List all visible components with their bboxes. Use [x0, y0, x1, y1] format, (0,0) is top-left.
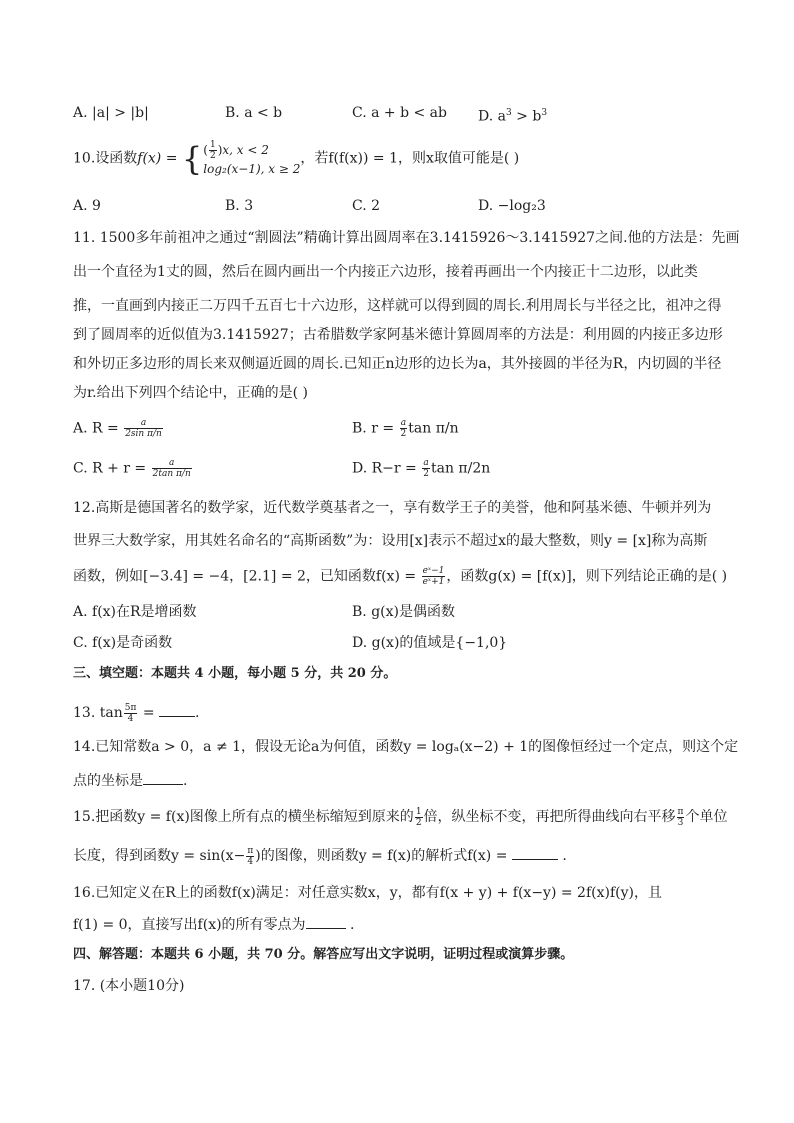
q11-line-5: 和外切正多边形的周长来双侧逼近圆的周长.已知正n边形的边长为a，其外接圆的半径为R，内切圆的半径: [73, 356, 722, 372]
section-3-heading: 三、填空题：本题共 4 小题，每小题 5 分，共 20 分。: [73, 666, 397, 681]
q12-line-3: 函数，例如[−3.4] = −4，[2.1] = 2，已知函数f(x) = $\frac{\text{eˣ−1}}{\text{eˣ+1}}$ ，函数g(x) = [f(x)]，则下列结论正确的是( ): [73, 566, 728, 587]
q12-option-b: B. g(x)是偶函数: [352, 604, 455, 620]
q11-line-2: 出一个直径为1丈的圆，然后在圆内画出一个内接正六边形，接着再画出一个内接正十二边形，以此类: [73, 264, 698, 280]
q10-option-d: D. −log₂3: [478, 198, 546, 214]
q10-option-a: A. 9: [73, 198, 101, 214]
q12-option-d: D. g(x)的值域是{−1,0}: [352, 635, 508, 651]
q13: 13. tan $\frac{5\pi}{4}$ = .: [73, 702, 200, 724]
section-4-heading: 四、解答题：本题共 6 小题，共 70 分。解答应写出文字说明，证明过程或演算步骤。: [73, 947, 574, 962]
q13-answer-blank[interactable]: [159, 702, 195, 717]
q9-d-exp1: 3: [505, 108, 512, 118]
q15-line-1: 15.把函数y = f(x)图像上所有点的横坐标缩短到原来的 $\frac{1}{2}$ 倍，纵坐标不变，再把所得曲线向右平移 $\frac{\pi}{3}$ 个单位: [73, 806, 728, 828]
q17-heading: 17. (本小题10分): [73, 978, 185, 994]
q9-d-exp2: 3: [541, 108, 548, 118]
q9-option-d: [478, 103, 547, 127]
q12-line-2: 世界三大数学家，用其姓名命名的“高斯函数”为：设用[x]表示不超过x的最大整数，则y = [x]称为高斯: [73, 533, 708, 549]
q12-line-1: 12.高斯是德国著名的数学家，近代数学奠基者之一，享有数学王子的美誉，他和阿基米德、牛顿并列为: [73, 500, 712, 516]
q10-stem: [73, 140, 724, 177]
q15-line-2: 长度，得到函数y = sin(x− $\frac{\pi}{4}$ )的图像，则函数y = f(x)的解析式f(x) = .: [73, 845, 567, 867]
q11-line-4: 到了圆周率的近似值为3.1415927；古希腊数学家阿基米德计算圆周率的方法是：利用圆的内接正多边形: [73, 327, 723, 343]
q11-option-d: D. R−r = $\frac{a}{2}$ tan π/2n: [352, 458, 491, 479]
q9-option-c: C. a + b < ab: [352, 105, 447, 121]
q16-line-2: f(1) = 0，直接写出f(x)的所有零点为 .: [73, 914, 724, 935]
q16-line-1: 16.已知定义在R上的函数f(x)满足：对任意实数x，y，都有f(x + y) + f(x−y) = 2f(x)f(y)，且: [73, 885, 662, 901]
q10-prefix: 10.设函数: [73, 150, 138, 167]
q11-line-6: 为r.给出下列四个结论中，正确的是( ): [73, 385, 308, 401]
q9-option-a: A. |a| > |b|: [73, 105, 149, 121]
q14-line-1: 14.已知常数a > 0，a ≠ 1，假设无论a为何值，函数y = logₐ(x−2) + 1的图像恒经过一个定点，则这个定: [73, 739, 739, 755]
q12-option-c: C. f(x)是奇函数: [73, 635, 173, 651]
q10-piecewise: { ( $\frac{1}{2}$ )x, x < 2 log₂(x−1), x ≥ 2: [181, 139, 301, 178]
q10-option-b: B. 3: [225, 198, 254, 214]
q10-option-c: C. 2: [352, 198, 381, 214]
q11-option-a: A. R = $\frac{a}{\text{2sin π/n}}$: [73, 418, 162, 439]
q10-case2: log₂(x−1), x ≥ 2: [203, 162, 301, 176]
q10-case1: ( $\frac{1}{2}$ )x, x < 2: [203, 140, 269, 161]
q9-d-text: D. a: [478, 108, 506, 125]
q11-line-3: 推，一直画到内接正二万四千五百七十六边形，这样就可以得到圆的周长.利用周长与半径之比，祖冲之得: [73, 298, 722, 314]
q10-fx: f(x) =: [137, 150, 178, 167]
q15-answer-blank[interactable]: [512, 845, 558, 860]
q9-d-mid: > b: [511, 108, 542, 125]
q9-option-b: B. a < b: [225, 105, 283, 121]
q11-option-b: B. r = $\frac{a}{2}$ tan π/n: [352, 418, 459, 439]
q11-line-1: 11. 1500多年前祖冲之通过“割圆法”精确计算出圆周率在3.1415926～3.1415927之间.他的方法是：先画: [73, 230, 740, 246]
q14-answer-blank[interactable]: [143, 770, 183, 785]
q14-line-2: 点的坐标是 .: [73, 770, 724, 791]
q11-option-c: C. R + r = $\frac{a}{\text{2tan π/n}}$: [73, 458, 191, 479]
q10-suffix: ，若f(f(x)) = 1，则x取值可能是( ): [300, 150, 520, 167]
q12-option-a: A. f(x)在R是增函数: [73, 604, 197, 620]
q16-answer-blank[interactable]: [306, 914, 346, 929]
